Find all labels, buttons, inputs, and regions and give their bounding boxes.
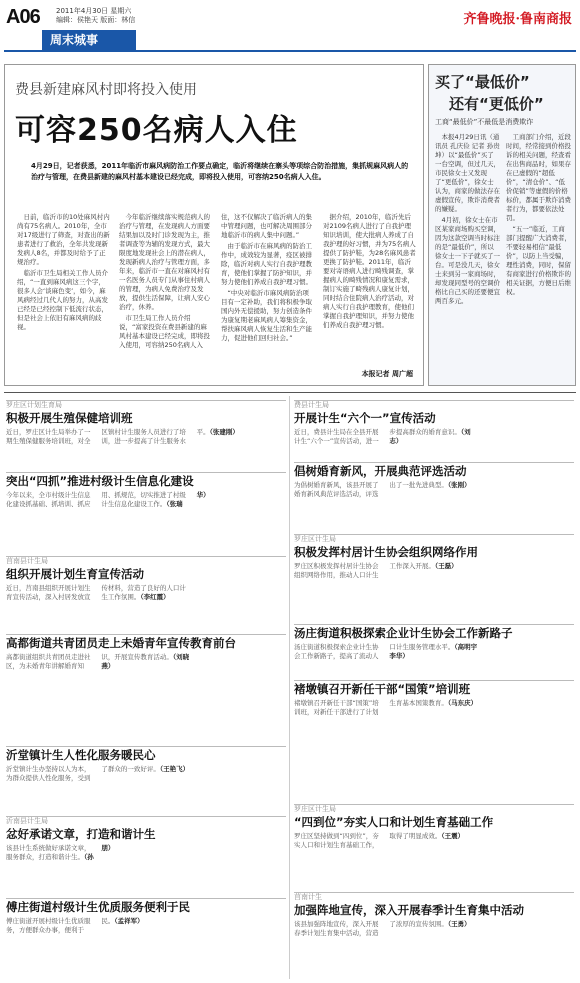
sidebar-subtitle: 工商“最低价”不最低是消费欺诈 bbox=[435, 118, 534, 126]
brief-signature: （李红霞） bbox=[140, 592, 170, 601]
lead-summary: 4月29日，记者获悉，2011年临沂市麻风病防治工作要点确定，临沂将继续在寨头等项综合防治措施，集抓规麻风病人的治疗与管理，在费县新建的麻风村基本建设已经完成，即将投入使用，可容纳250名病人入住。 bbox=[31, 162, 409, 181]
brief-title: 突出“四抓”推进村级计生信息化建设 bbox=[6, 474, 194, 488]
brief-kicker: 沂南县计生局 bbox=[6, 817, 48, 825]
brief-title: 忿好承诺文章，打造和谐计生 bbox=[6, 827, 156, 841]
lead-byline: 本报记者 周广超 bbox=[361, 370, 413, 378]
issue-meta bbox=[56, 7, 135, 25]
brief-item bbox=[294, 400, 574, 459]
lead-story bbox=[4, 64, 424, 386]
brief-item bbox=[6, 746, 286, 813]
brief-kicker: 罗庄区计生局 bbox=[294, 805, 336, 813]
brief-title: 倡树婚育新风，开展典范评选活动 bbox=[294, 464, 467, 478]
brief-text: 傅庄街道开展村级计生优质服务，方便群众办事，便利于民。（孟祥军） bbox=[6, 917, 144, 934]
lead-kicker: 费县新建麻风村即将投入使用 bbox=[15, 82, 197, 98]
brief-item bbox=[294, 534, 574, 621]
brief-text: 罗庄区坚持做到“四到位”，夯实人口和计划生育基础工作，取得了明显成效。（王震） bbox=[294, 832, 465, 849]
lead-paragraph: “中央对临沂市麻风病防治项目有一定补助，我们将积极争取国内外无偿援助，努力创造条件为康复期老麻风病人筹集资金，帮扶麻风病人恢复生活和生产能力，促进他们回归社会。” bbox=[221, 289, 312, 342]
brief-text: 近日，费县计生局在全县开展计生“六个一”宣传活动，进一步提高群众的婚育意识。（刘志） bbox=[294, 428, 471, 445]
brief-signature: （马东庆） bbox=[447, 699, 478, 707]
brief-text: 为倡树婚育新风，该县开展了婚育新风典范评选活动，评选出了一批先进典型。（张刚） bbox=[294, 481, 471, 498]
brief-text: 高都街道组织共青团员走进社区，为未婚青年讲解婚育知识，开展宣传教育活动。（刘晓燕） bbox=[6, 653, 190, 670]
brief-signature: （王震） bbox=[441, 832, 465, 840]
brief-text: 近日，莒南县组织开展计划生育宣传活动，深入村居发放宣传材料，营造了良好的人口计生工作氛围。（李红霞） bbox=[6, 584, 186, 601]
brief-text: 该县计生系统做好承诺文章，服务群众，打造和谐计生。（孙朋） bbox=[6, 844, 115, 861]
sidebar-paragraph: “五一”临近，工商部门提醒广大消费者，不要轻易相信“最低价”，以防上当受骗，理性消费，同时，保留有商家进行价格欺诈的相关证据，方便日后维权。 bbox=[506, 225, 571, 296]
brief-signature: （孙朋） bbox=[84, 844, 115, 861]
sidebar-story bbox=[428, 64, 576, 386]
lead-headline: 可容250名病人入住 bbox=[15, 113, 298, 148]
masthead bbox=[4, 4, 576, 30]
brief-signature: （高明宇 李华） bbox=[389, 643, 478, 660]
section-divider bbox=[4, 392, 576, 393]
column-rule bbox=[289, 396, 290, 979]
sidebar-title-line2: 还有“更低价” bbox=[449, 95, 544, 113]
editor-credit: 编辑：侯艳天 bbox=[56, 16, 98, 24]
brief-title: 加强阵地宣传，深入开展春季计生育集中活动 bbox=[294, 903, 524, 917]
brief-item bbox=[6, 556, 286, 631]
brief-title: 积极开展生殖保健培训班 bbox=[6, 411, 133, 425]
brief-item bbox=[294, 462, 574, 531]
brief-kicker: 费县计生局 bbox=[294, 401, 329, 409]
brief-title: 傅庄街道村级计生优质服务便利于民 bbox=[6, 900, 190, 914]
page-number: A06 bbox=[6, 6, 40, 28]
lead-paragraph: 临沂市卫生局相关工作人员介绍，“一直到麻风病这三个字，很多人会‘谈麻色变’，如今，麻风病经过几代人的努力，从高发已经是已经控制下低流行状态，但是社会上依旧有麻风病的歧视。 bbox=[17, 269, 108, 331]
top-rule bbox=[4, 50, 576, 52]
lead-paragraph: 日前，临沂市的10处麻风村内尚有75名病人。2010年，全市对17级进行了筛查，对查出的新患者进行了救治，全年共发现新发病人8名，并都及时给予了正规治疗。 bbox=[17, 213, 110, 266]
sidebar-body bbox=[435, 133, 571, 379]
brief-kicker: 莒南县计生局 bbox=[6, 557, 48, 565]
brief-kicker: 罗庄区计划生育局 bbox=[6, 401, 62, 409]
brief-signature: （刘晓燕） bbox=[101, 653, 190, 670]
brief-kicker: 莒南计生 bbox=[294, 893, 322, 901]
sidebar-paragraph: 4月初，徐女士在市区某家商场购买空调，因为这款空调当时标注的是“最低价”，所以徐女士一下子就买了一台。可是没几天，徐女士来到另一家商场时，却发现同型号的空调价格比自己买的还要便宜两百多元。 bbox=[435, 216, 500, 305]
brief-item bbox=[294, 680, 574, 801]
brief-item bbox=[294, 804, 574, 889]
brief-item bbox=[6, 898, 286, 981]
brief-title: 开展计生“六个一”宣传活动 bbox=[294, 411, 436, 425]
brief-item bbox=[6, 816, 286, 895]
brief-item bbox=[294, 624, 574, 677]
brief-signature: （刘志） bbox=[389, 428, 471, 445]
paper-logo: 齐鲁晚报·鲁南商报 bbox=[463, 12, 572, 27]
brief-title: 汤庄街道积极探索企业计生协会工作新路子 bbox=[294, 626, 513, 640]
lead-paragraph: 市卫生局工作人员介绍说，“富家投资在费县新建的麻风村基本建设已经完成，即将投入使用，可容纳250名病人入住，这不仅解决了临沂病人的集中管理问题，也可解决周围部分地临沂市的病人集中问题。” bbox=[119, 213, 312, 349]
sidebar-paragraph: 工商部门介绍，近段时间，经常接到价格投诉的相关问题，经查看在出售商品时，如果存在已虚假的“超低价”，“清仓价”、“低价促销”等虚假的价格标价，都属于欺诈消费者行为，都要依法处罚。 bbox=[506, 133, 571, 222]
brief-text: 罗庄区积极发挥村居计生协会组织网络作用，推动人口计生工作深入开展。（王磊） bbox=[294, 562, 458, 579]
brief-text: 汤庄街道积极探索企业计生协会工作新路子，提高了流动人口计生服务管理水平。（高明宇 李华） bbox=[294, 643, 478, 660]
brief-signature: （张建刚） bbox=[209, 428, 239, 436]
layout-credit: 版面：林信 bbox=[100, 16, 136, 24]
issue-date: 2011年4月30日 星期六 bbox=[56, 7, 132, 15]
brief-title: 沂堂镇计生人性化服务暖民心 bbox=[6, 748, 156, 762]
brief-kicker: 罗庄区计生局 bbox=[294, 535, 336, 543]
brief-signature: （王艳飞） bbox=[159, 765, 190, 773]
brief-signature: （王勇） bbox=[447, 920, 471, 928]
section-title: 周末城事 bbox=[42, 30, 136, 50]
brief-signature: （张瑞华） bbox=[166, 491, 210, 508]
brief-title: 褚墩镇召开新任干部“国策”培训班 bbox=[294, 682, 471, 696]
brief-text: 该县加强阵地宣传，深入开展春季计划生育集中活动，营造了浓厚的宣传氛围。（王勇） bbox=[294, 920, 471, 937]
brief-title: “四到位”夯实人口和计划生育基础工作 bbox=[294, 815, 494, 829]
brief-signature: （孟祥军） bbox=[114, 917, 144, 925]
brief-text: 今年以来，全市村级计生信息化建设抓基础、抓培训、抓应用、抓规范，切实推进了村级计生信息化建设工作。（张瑞华） bbox=[6, 491, 210, 508]
brief-signature: （张刚） bbox=[447, 481, 471, 489]
lead-paragraph: 据介绍，2010年，临沂先后对2109名病人进行了自我护理知识培训，使大批病人养成了自我护理的好习惯，并为75名病人提供了防护鞋，为28名麻风患者更换了防护鞋。2011年，临沂要对寄语病人进行畸残调查，掌握病人的畸残情况和康复需求，制订实施了畸残病人康复计划，同时结合住院病人治疗活动，对病人实行自我护理教育，使他们掌握自我护理知识，并努力使他们养成自我护理习惯。 bbox=[323, 213, 416, 329]
brief-text: 近日，罗庄区计生局举办了一期生殖保健服务培训班，对全区镇村计生服务人员进行了培训，进一步提高了计生服务水平。（张建刚） bbox=[6, 428, 239, 445]
brief-title: 积极发挥村居计生协会组织网络作用 bbox=[294, 545, 478, 559]
brief-item bbox=[294, 892, 574, 981]
sidebar-title-line1: 买了“最低价” bbox=[435, 73, 530, 91]
brief-title: 组织开展计划生育宣传活动 bbox=[6, 567, 144, 581]
lead-paragraph: 今年临沂继续落实规范病人的治疗与管理，在发现病人方面要结果加以及时门诊发现为主，推者调查等为辅的发现方式，最大限度地发现社会上的潜在病人，发现新病人治疗与管理方面，多年来，临沂市一直在对麻风村有一名医务人员专门从事住村病人的管理，为病人免费治疗及发放，提供生活保障，让病人安心治疗，休养。 bbox=[119, 213, 210, 311]
lead-paragraph: 由于临沂市在麻风病的防治工作中，成效较为显著，疫区被排除，临沂对病人实行自我护理教育，使他们掌握了防护知识，并努力使他们养成自我护理习惯。 bbox=[221, 242, 312, 286]
brief-item bbox=[6, 634, 286, 743]
brief-item bbox=[6, 472, 286, 553]
brief-title: 高都街道共青团员走上未婚青年宣传教育前台 bbox=[6, 636, 236, 650]
brief-text: 沂堂镇计生办坚持以人为本，为群众提供人性化服务，受到了群众的一致好评。（王艳飞） bbox=[6, 765, 190, 782]
sidebar-paragraph: 本报4月29日讯（通讯员 孔庆俭 记者 孙贵坤）以“最低价”买了一台空调，但过几天，市民徐女士又发现了“更低价”，徐女士认为，商家的做法存在虚假宣传，欺诈消费者的嫌疑。 bbox=[435, 133, 500, 213]
lead-body bbox=[17, 213, 417, 373]
brief-signature: （王磊） bbox=[434, 562, 458, 570]
brief-text: 褚墩镇召开新任干部“国策”培训班，对新任干部进行了计划生育基本国策教育。（马东庆） bbox=[294, 699, 478, 716]
brief-item bbox=[6, 400, 286, 469]
